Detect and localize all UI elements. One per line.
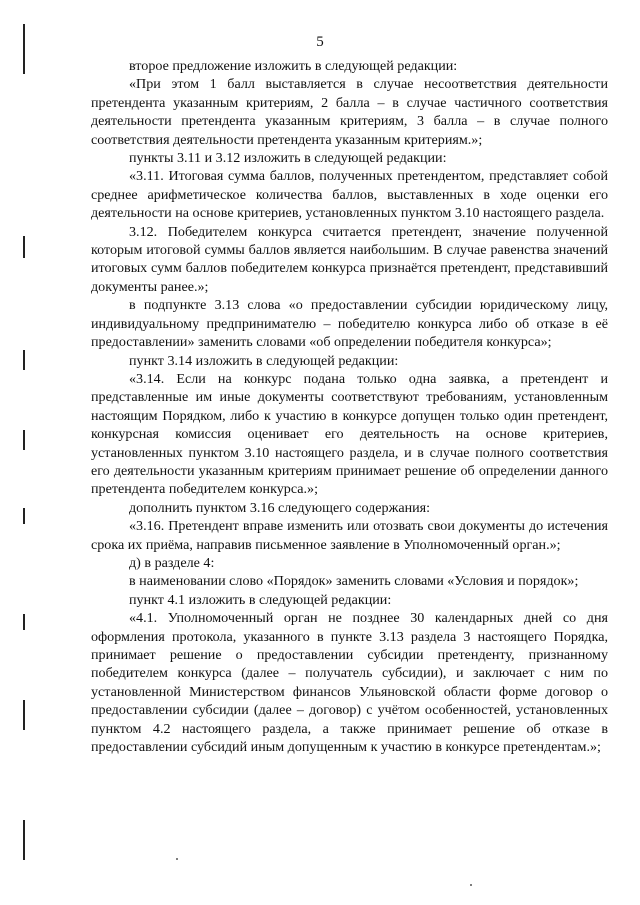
scan-margin-mark [23, 236, 25, 258]
paragraph: «4.1. Уполномоченный орган не позднее 30 календарных дней со дня оформления протокола, указанного в пункте 3.13 раздела 3 настоящего Порядка, принимает решение о предоставлении субсидии претенденту, признанному победителем конкурса (далее – получатель субсидии), и заключает с ним по установленной Министерством финансов Ульяновской области форме договор о предоставлении субсидии (далее – договор) с учётом особенностей, установленных пунктом 4.2 настоящего раздела, а также принимает решение об отказе в предоставлении субсидий иным допущенным к участию в конкурсе претендентам.»; [91, 610, 608, 756]
scan-margin-mark [23, 430, 25, 450]
paragraph: второе предложение изложить в следующей редакции: [129, 58, 458, 74]
paragraph: «3.11. Итоговая сумма баллов, полученных претендентом, представляет собой среднее арифметическое количества баллов, выставленных в ходе оценки его деятельности на основе критериев, установленных пунктом 3.10 настоящего раздела. [91, 168, 608, 222]
page-number: 5 [316, 34, 324, 50]
paragraph: «3.16. Претендент вправе изменить или отозвать свои документы до истечения срока их приёма, направив письменное заявление в Уполномоченный орган.»; [91, 518, 608, 553]
scan-dot [470, 884, 472, 886]
paragraph: пункт 4.1 изложить в следующей редакции: [129, 591, 392, 608]
scan-margin-mark [23, 508, 25, 524]
scan-margin-mark [23, 350, 25, 370]
scan-dot [176, 858, 178, 860]
scan-margin-mark [23, 24, 25, 74]
paragraph: «При этом 1 балл выставляется в случае несоответствия деятельности претендента указанным критериям, 2 балла – в случае частичного соответствия деятельности претендента указанным критериям, 3 балла – в случае полного соответствия деятельности претендента указанным критериям.»; [91, 76, 608, 148]
scan-margin-mark [23, 614, 25, 630]
paragraph: 3.12. Победителем конкурса считается претендент, значение полученной которым итоговой суммы баллов является наибольшим. В случае равенства значений итоговых сумм баллов победителем конкурса признаётся претендент, представивший документы ранее.»; [91, 223, 608, 295]
paragraph: «3.14. Если на конкурс подана только одна заявка, а претендент и представленные им иные документы соответствуют требованиям, установленным настоящим Порядком, либо к участию в конкурсе допущен только один претендент, конкурсная комиссия оценивает его деятельность на основе критериев, установленных пунктом 3.10 настоящего раздела, и в случае полного соответствия его деятельности указанным критериям принимает решение об определении данного претендента победителем конкурса.»; [91, 370, 608, 498]
paragraph: пункт 3.14 изложить в следующей редакции: [129, 352, 399, 369]
scan-margin-mark [23, 700, 25, 730]
scan-margin-mark [23, 820, 25, 860]
paragraph: д) в разделе 4: [129, 554, 215, 571]
paragraph: дополнить пунктом 3.16 следующего содержания: [129, 499, 431, 516]
document-body [91, 57, 608, 756]
paragraph: в подпункте 3.13 слова «о предоставлении субсидии юридическому лицу, индивидуальному предпринимателю – победителю конкурса либо об отказе в её предоставлении» заменить словами «об определении победителя конкурса»; [91, 297, 608, 351]
paragraph: в наименовании слово «Порядок» заменить словами «Условия и порядок»; [129, 573, 579, 590]
paragraph: пункты 3.11 и 3.12 изложить в следующей редакции: [129, 150, 447, 167]
